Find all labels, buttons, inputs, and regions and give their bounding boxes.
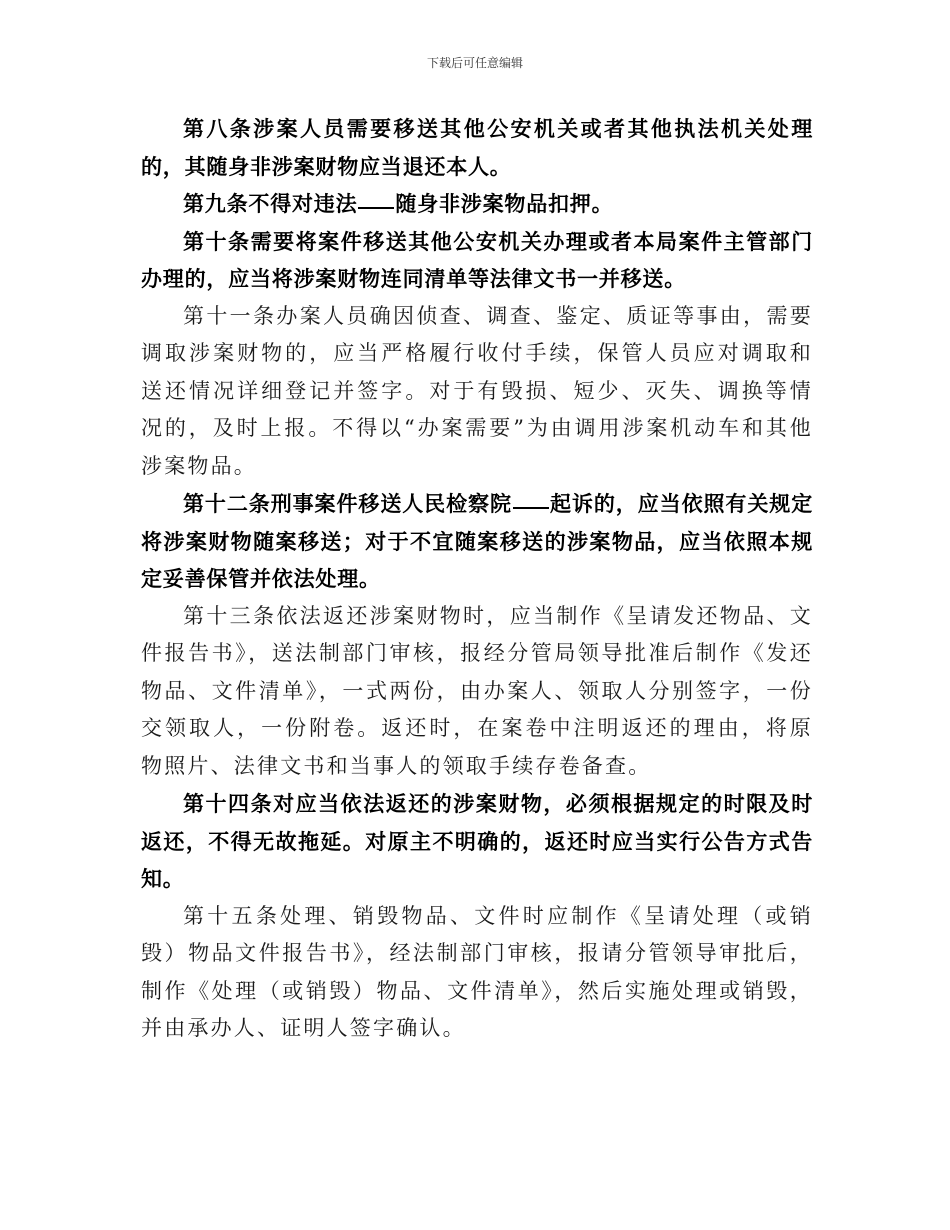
article-14: 第十四条对应当依法返还的涉案财物，必须根据规定的时限及时返还，不得无故拖延。对原主不明确的，返还时应当实行公告方式告知。 <box>141 791 813 891</box>
article-9-before: 第九条不得对违法 <box>183 191 358 216</box>
article-12-after: 起诉的，应当依照有关规定将涉案财物随案移送；对于不宜随案移送的涉案物品，应当依照本规定妥善保管并依法处理。 <box>141 491 813 591</box>
fill-in-blank <box>358 206 394 209</box>
page-header: 下载后可任意编辑 <box>426 56 523 70</box>
article-9 <box>141 185 813 223</box>
article-13: 第十三条依法返还涉案财物时，应当制作《呈请发还物品、文件报告书》，送法制部门审核，报经分管局领导批准后制作《发还物品、文件清单》，一式两份，由办案人、领取人分别签字，一份交领取人，一份附卷。返还时，在案卷中注明返还的理由，将原物照片、法律文书和当事人的领取手续存卷备查。 <box>141 603 813 778</box>
article-12 <box>141 485 813 598</box>
document-body <box>141 110 813 1048</box>
article-9-after: 随身非涉案物品扣押。 <box>395 191 614 216</box>
article-15: 第十五条处理、销毁物品、文件时应制作《呈请处理（或销毁）物品文件报告书》，经法制部门审核，报请分管领导审批后，制作《处理（或销毁）物品、文件清单》，然后实施处理或销毁，并由承办人、证明人签字确认。 <box>141 903 813 1040</box>
article-8: 第八条涉案人员需要移送其他公安机关或者其他执法机关处理的，其随身非涉案财物应当退还本人。 <box>141 116 813 179</box>
fill-in-blank <box>513 506 549 509</box>
article-11: 第十一条办案人员确因侦查、调查、鉴定、质证等事由，需要调取涉案财物的，应当严格履行收付手续，保管人员应对调取和送还情况详细登记并签字。对于有毁损、短少、灭失、调换等情况的，及时上报。不得以“办案需要”为由调用涉案机动车和其他涉案物品。 <box>141 303 813 478</box>
article-12-before: 第十二条刑事案件移送人民检察院 <box>183 491 512 516</box>
article-10: 第十条需要将案件移送其他公安机关办理或者本局案件主管部门办理的，应当将涉案财物连同清单等法律文书一并移送。 <box>141 228 813 291</box>
